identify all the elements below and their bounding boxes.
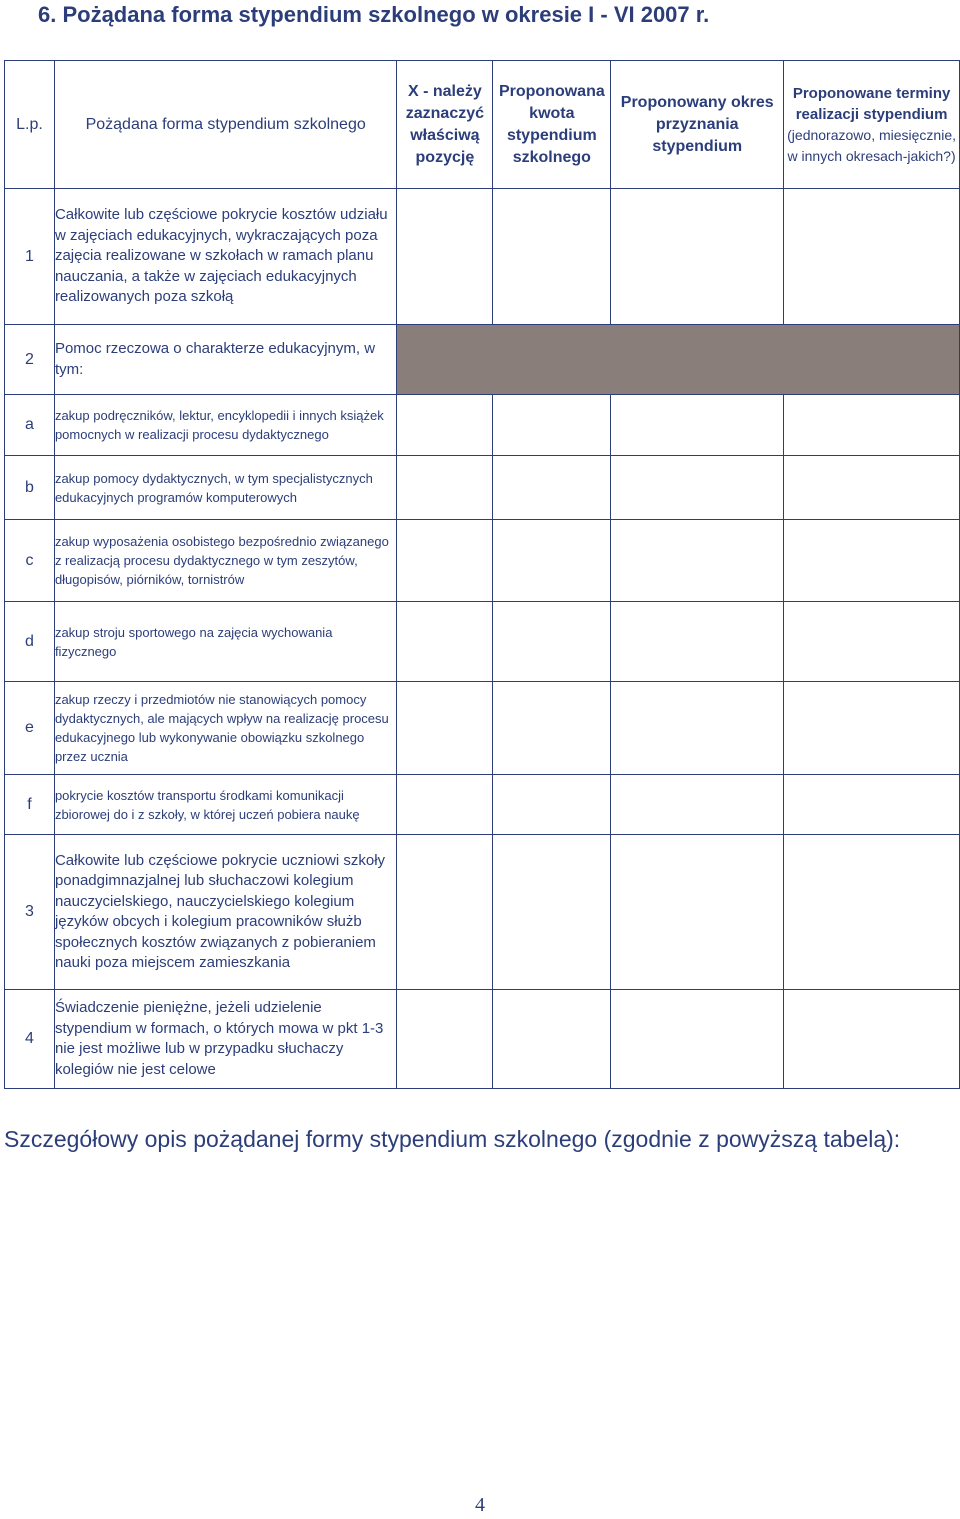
table-row: [5, 775, 960, 835]
terms-cell[interactable]: [784, 456, 960, 520]
period-cell[interactable]: [611, 602, 784, 682]
mark-cell[interactable]: [397, 602, 493, 682]
page-title: 6. Pożądana forma stypendium szkolnego w okresie I - VI 2007 r.: [38, 2, 710, 27]
mark-cell[interactable]: [397, 835, 493, 990]
table-header-row: [5, 61, 960, 189]
row-number: a: [5, 395, 55, 456]
amount-cell[interactable]: [493, 189, 611, 325]
amount-cell[interactable]: [493, 520, 611, 602]
table-row: [5, 456, 960, 520]
terms-cell[interactable]: [784, 682, 960, 775]
table-row: [5, 602, 960, 682]
amount-cell[interactable]: [493, 395, 611, 456]
row-description: zakup pomocy dydaktycznych, w tym specjalistycznych edukacyjnych programów komputerowych: [54, 456, 396, 520]
period-cell[interactable]: [611, 395, 784, 456]
grayed-cell: [397, 325, 960, 395]
mark-cell[interactable]: [397, 456, 493, 520]
row-number: f: [5, 775, 55, 835]
row-number: 2: [5, 325, 55, 395]
table-row: [5, 395, 960, 456]
header-lp: L.p.: [5, 61, 55, 189]
row-description: pokrycie kosztów transportu środkami komunikacji zbiorowej do i z szkoły, w której uczeń pobiera naukę: [54, 775, 396, 835]
terms-cell[interactable]: [784, 395, 960, 456]
period-cell[interactable]: [611, 520, 784, 602]
mark-cell[interactable]: [397, 990, 493, 1089]
terms-cell[interactable]: [784, 990, 960, 1089]
table-row: [5, 682, 960, 775]
terms-cell[interactable]: [784, 189, 960, 325]
mark-cell[interactable]: [397, 520, 493, 602]
row-number: b: [5, 456, 55, 520]
amount-cell[interactable]: [493, 682, 611, 775]
table-row: [5, 189, 960, 325]
terms-cell[interactable]: [784, 602, 960, 682]
terms-cell[interactable]: [784, 835, 960, 990]
row-description: zakup wyposażenia osobistego bezpośrednio związanego z realizacją procesu dydaktycznego w tym zeszytów, długopisów, piórników, tornistrów: [54, 520, 396, 602]
header-mark-x: X - należy zaznaczyć właściwą pozycję: [397, 61, 493, 189]
row-number: e: [5, 682, 55, 775]
period-cell[interactable]: [611, 456, 784, 520]
page-number: 4: [475, 1494, 485, 1516]
amount-cell[interactable]: [493, 990, 611, 1089]
period-cell[interactable]: [611, 189, 784, 325]
header-terminy: Proponowane terminy realizacji stypendium (jednorazowo, miesięcznie, w innych okresach-jakich?): [784, 61, 960, 189]
row-description: Całkowite lub częściowe pokrycie uczniowi szkoły ponadgimnazjalnej lub słuchaczowi kolegium nauczycielskiego, nauczycielskiego kolegium języków obcych i kolegium pracowników służb społecznych kosztów związanych z pobieraniem nauki poza miejscem zamieszkania: [54, 835, 396, 990]
amount-cell[interactable]: [493, 835, 611, 990]
header-forma: Pożądana forma stypendium szkolnego: [54, 61, 396, 189]
row-number: 4: [5, 990, 55, 1089]
table-row: [5, 835, 960, 990]
amount-cell[interactable]: [493, 456, 611, 520]
stipend-form-table: [4, 60, 960, 1089]
mark-cell[interactable]: [397, 682, 493, 775]
header-okres: Proponowany okres przyznania stypendium: [611, 61, 784, 189]
row-description: zakup stroju sportowego na zajęcia wychowania fizycznego: [54, 602, 396, 682]
row-number: c: [5, 520, 55, 602]
mark-cell[interactable]: [397, 775, 493, 835]
amount-cell[interactable]: [493, 602, 611, 682]
terms-cell[interactable]: [784, 520, 960, 602]
row-number: d: [5, 602, 55, 682]
row-description: Całkowite lub częściowe pokrycie kosztów udziału w zajęciach edukacyjnych, wykraczających poza zajęcia realizowane w szkołach w ramach planu nauczania, a także w zajęciach edukacyjnych realizowanych poza szkołą: [54, 189, 396, 325]
period-cell[interactable]: [611, 775, 784, 835]
amount-cell[interactable]: [493, 775, 611, 835]
row-description: zakup rzeczy i przedmiotów nie stanowiących pomocy dydaktycznych, ale mających wpływ na realizację procesu edukacyjnego lub wykonywanie obowiązku szkolnego przez ucznia: [54, 682, 396, 775]
table-row: [5, 990, 960, 1089]
table-row: [5, 520, 960, 602]
period-cell[interactable]: [611, 990, 784, 1089]
row-description: Świadczenie pieniężne, jeżeli udzielenie stypendium w formach, o których mowa w pkt 1-3 nie jest możliwe lub w przypadku słuchaczy kolegiów nie jest celowe: [54, 990, 396, 1089]
period-cell[interactable]: [611, 682, 784, 775]
row-number: 3: [5, 835, 55, 990]
row-description: zakup podręczników, lektur, encyklopedii i innych książek pomocnych w realizacji procesu dydaktycznego: [54, 395, 396, 456]
detail-description-heading: Szczegółowy opis pożądanej formy stypendium szkolnego (zgodnie z powyższą tabelą):: [4, 1126, 901, 1152]
terms-cell[interactable]: [784, 775, 960, 835]
mark-cell[interactable]: [397, 189, 493, 325]
header-kwota: Proponowana kwota stypendium szkolnego: [493, 61, 611, 189]
row-number: 1: [5, 189, 55, 325]
table-row: [5, 325, 960, 395]
row-description: Pomoc rzeczowa o charakterze edukacyjnym, w tym:: [54, 325, 396, 395]
period-cell[interactable]: [611, 835, 784, 990]
mark-cell[interactable]: [397, 395, 493, 456]
